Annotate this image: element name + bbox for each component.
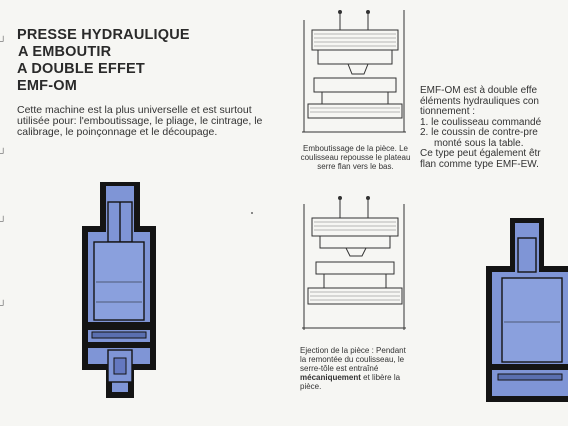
side-line: flan comme type EMF-EW. [420,158,539,170]
caption-stamping: Emboutissage de la pièce. Le coulisseau repousse le plateau serre flan vers le bas. [300,144,411,171]
margin-mark: ┘ [0,36,7,46]
side-description [420,86,568,170]
caption-ejection-end: et libère la pièce. [300,373,401,391]
side-list-item: 2. le coussin de contre-pre [420,127,538,138]
press-cylinder-diagram-left [78,182,160,400]
intro-paragraph: Cette machine est la plus universelle et est surtout utilisée pour: l'emboutissage, le pliage, le cintrage, le calibrage, le poinçonnage et le découpage. [17,104,263,138]
side-list-item: 1. le coulisseau commandé [420,116,542,128]
side-line: Ce type peut également êtr [420,148,541,159]
title-line-1: PRESSE HYDRAULIQUE [17,27,190,43]
title-line-4: EMF-OM [17,78,77,94]
print-speck [251,212,253,214]
caption-ejection [300,346,412,391]
side-line: EMF-OM est à double effe [420,85,538,96]
side-line: éléments hydrauliques con [420,95,539,107]
press-drawing-stamping [298,8,414,140]
title-line-2: A EMBOUTIR [18,44,112,60]
caption-ejection-text: Ejection de la pièce : Pendant la remontée du coulisseau, le serre-tôle est entraîné [300,346,406,373]
lower-rod [108,350,132,382]
margin-mark: ┘ [0,300,7,310]
caption-ejection-bold: mécaniquement [300,373,361,382]
document-title [17,27,190,95]
side-list-item-cont: monté sous la table. [434,137,524,149]
side-line: tionnement : [420,106,476,117]
margin-mark: ┘ [0,148,7,158]
title-line-3: A DOUBLE EFFET [17,61,145,77]
press-drawing-ejection [298,196,414,338]
piston-plate [88,322,150,348]
press-cylinder-diagram-right [484,218,568,404]
margin-mark: ┘ [0,216,7,226]
